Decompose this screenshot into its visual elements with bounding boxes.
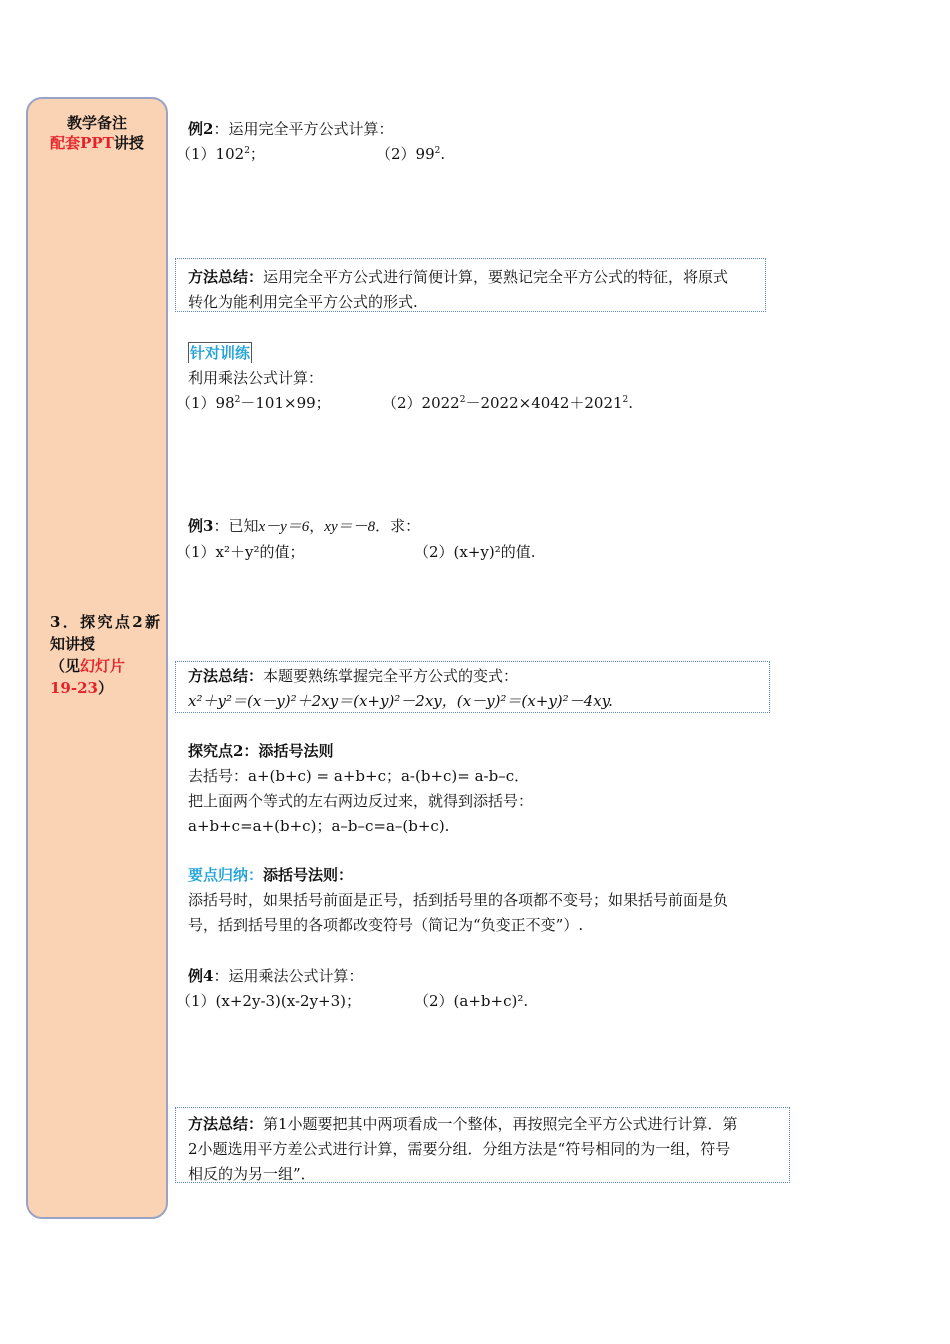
example-3-text-a: ：已知 bbox=[213, 517, 259, 535]
example-2-heading bbox=[188, 117, 393, 142]
example-2-q1: $(1)102^2$； bbox=[176, 145, 265, 163]
key-point bbox=[188, 863, 728, 938]
summary-1-line1: 运用完全平方公式进行简便计算，要熟记完全平方公式的特征，将原式 bbox=[263, 268, 729, 286]
practice-q1: $(1)98^2-101\times 99$； bbox=[176, 394, 331, 412]
key-point-line1: 添括号时，如果括号前面是正号，括到括号里的各项都不变号；如果括号前面是负 bbox=[188, 891, 729, 909]
practice-instruction: 利用乘法公式计算： bbox=[188, 369, 324, 387]
ppt-suffix: 讲授 bbox=[113, 134, 144, 152]
key-point-label: 要点归纳： bbox=[188, 866, 264, 884]
method-summary-3 bbox=[188, 1112, 802, 1187]
q1-end: ； bbox=[249, 145, 265, 163]
example-3-label: 例3 bbox=[188, 517, 214, 535]
practice-title: 针对训练 bbox=[190, 344, 251, 362]
slides-range: 19-23 bbox=[50, 679, 98, 697]
summary-3-line3: 相反的为另一组”． bbox=[188, 1165, 316, 1183]
method-summary-1 bbox=[188, 265, 728, 315]
sidebar-title: 教学备注 bbox=[66, 114, 127, 132]
key-point-title: 添括号法则： bbox=[263, 866, 354, 884]
section-slides bbox=[50, 655, 160, 699]
summary-2-formula: x²＋y²＝(x－y)²＋2xy＝(x+y)²－2xy，(x－y)²＝(x+y)²－4xy. bbox=[188, 692, 613, 710]
example-4-questions bbox=[176, 989, 529, 1014]
slides-close: ） bbox=[97, 679, 113, 697]
example-4-text: ：运用乘法公式计算： bbox=[213, 967, 364, 985]
example-4-label: 例4 bbox=[188, 967, 214, 985]
example-4 bbox=[176, 964, 529, 1014]
example-3-questions bbox=[176, 540, 536, 565]
summary-3-line1: 第1小题要把其中两项看成一个整体，再按照完全平方公式进行计算．第 bbox=[263, 1115, 738, 1133]
sidebar-header bbox=[28, 113, 166, 153]
pq2-a: （2）2022 bbox=[382, 394, 460, 412]
example-2-q2: $(2)99^2$. bbox=[376, 145, 446, 163]
example-4-heading bbox=[188, 964, 363, 989]
pq2-b: －2022×4042＋2021 bbox=[465, 394, 623, 412]
example-4-q1: （1）(x+2y-3)(x-2y+3)； bbox=[176, 992, 362, 1010]
summary-3-line2: 2小题选用平方差公式进行计算，需要分组．分组方法是“符号相同的为一组，符号 bbox=[188, 1140, 731, 1158]
pq1-b: －101×99； bbox=[240, 394, 331, 412]
example-3-q2: （2）(x+y)²的值. bbox=[414, 543, 536, 561]
teaching-notes-sidebar bbox=[26, 97, 168, 1219]
example-3-text-b: ．求： bbox=[375, 517, 421, 535]
example-2 bbox=[176, 117, 446, 167]
pq2-c: . bbox=[628, 394, 634, 412]
example-3-eq1: x－y＝6 bbox=[258, 519, 310, 535]
example-2-label: 例2 bbox=[188, 120, 214, 138]
example-3-sep: ， bbox=[309, 517, 325, 535]
sidebar-ppt-note bbox=[28, 133, 166, 153]
section-title: 3．探究点2新知讲授 bbox=[50, 613, 160, 653]
q2-base: （2）99 bbox=[376, 145, 435, 163]
ppt-label: 配套PPT bbox=[50, 134, 114, 152]
example-3-eq2: xy＝－8 bbox=[324, 519, 376, 535]
practice-q2: $(2)2022^2-2022\times 4042+2021^2$. bbox=[382, 394, 634, 412]
example-3-heading bbox=[188, 514, 420, 540]
example-2-text: ：运用完全平方公式计算： bbox=[213, 120, 394, 138]
pq1-a: （1）98 bbox=[176, 394, 235, 412]
example-4-q2: （2）(a+b+c)². bbox=[414, 992, 529, 1010]
point-2-line1: 去括号：a+(b+c) = a+b+c；a-(b+c)= a-b–c． bbox=[188, 767, 530, 785]
key-point-line2: 号，括到括号里的各项都改变符号（简记为“负变正不变”）. bbox=[188, 916, 584, 934]
q1-base: （1）102 bbox=[176, 145, 245, 163]
summary-1-line2: 转化为能利用完全平方公式的形式. bbox=[188, 293, 418, 311]
inquiry-point-2 bbox=[188, 739, 533, 839]
summary-1-label: 方法总结： bbox=[188, 268, 264, 286]
sidebar-section-note bbox=[50, 611, 160, 699]
example-3-q1: （1）x²＋y²的值； bbox=[176, 543, 305, 561]
example-2-questions bbox=[176, 142, 446, 167]
example-3 bbox=[176, 514, 536, 565]
point-2-line2: 把上面两个等式的左右两边反过来，就得到添括号： bbox=[188, 792, 534, 810]
slides-open: （见 bbox=[50, 657, 81, 675]
summary-2-label: 方法总结： bbox=[188, 667, 264, 685]
q2-end: . bbox=[440, 145, 446, 163]
point-2-title: 探究点2：添括号法则 bbox=[188, 742, 334, 760]
summary-3-label: 方法总结： bbox=[188, 1115, 264, 1133]
summary-2-line1: 本题要熟练掌握完全平方公式的变式： bbox=[263, 667, 519, 685]
method-summary-2 bbox=[188, 664, 613, 714]
point-2-line3: a+b+c=a+(b+c)；a–b–c=a–(b+c). bbox=[188, 817, 450, 835]
slides-word: 幻灯片 bbox=[80, 657, 126, 675]
